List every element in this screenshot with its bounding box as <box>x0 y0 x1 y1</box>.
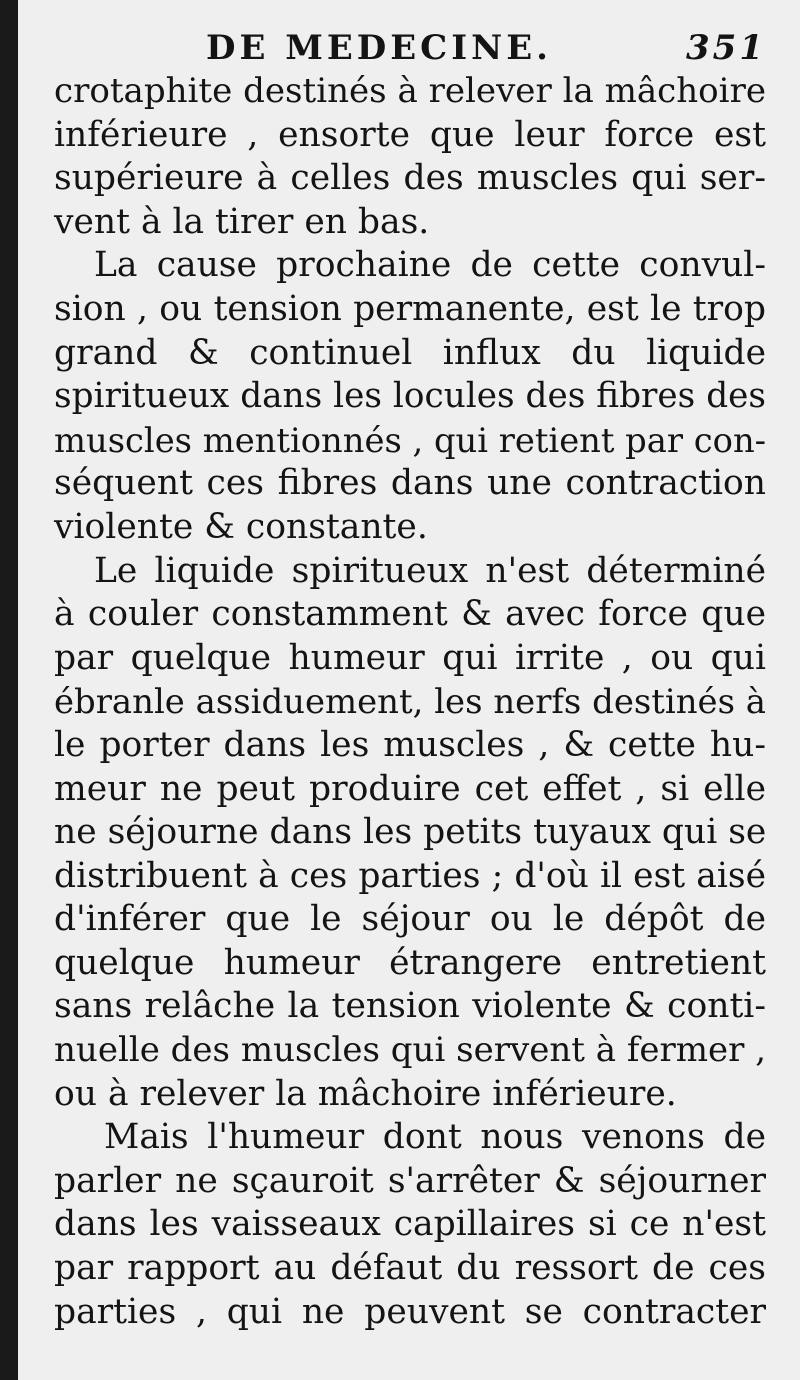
text-line: nuelle des muscles qui servent à fermer , <box>54 1030 767 1071</box>
running-head <box>54 26 766 70</box>
text-line: sion , ou tension permanente, est le trop <box>54 288 766 329</box>
text-line: grand & continuel influx du liquide <box>54 332 766 373</box>
text-line: ne séjourne dans les petits tuyaux qui se <box>54 812 767 853</box>
text-line: parties , qui ne peuvent se contracter <box>54 1291 766 1332</box>
text-line: par quelque humeur qui irrite , ou qui <box>54 637 766 678</box>
text-line: séquent ces fibres dans une contraction <box>54 463 766 504</box>
text-line: meur ne peut produire cet effet , si elle <box>54 768 766 809</box>
text-line: à couler constamment & avec force que <box>54 594 766 635</box>
paragraph-first-line: La cause prochaine de cette convul- <box>94 245 766 286</box>
text-line: vent à la tirer en bas. <box>54 201 430 242</box>
text-line: quelque humeur étrangere entretient <box>54 942 766 983</box>
text-line: muscles mentionnés , qui retient par con- <box>54 420 767 460</box>
text-line: d'inférer que le séjour ou le dépôt de <box>54 899 766 940</box>
text-line: supérieure à celles des muscles qui ser- <box>54 158 766 199</box>
paragraph-first-line: Le liquide spiritueux n'est déterminé <box>94 550 766 591</box>
text-line: ou à relever la mâchoire inférieure. <box>54 1073 677 1114</box>
text-line: le porter dans les muscles , & cette hu- <box>54 724 766 765</box>
text-line: distribuent à ces parties ; d'où il est aisé <box>54 855 766 896</box>
text-line: sans relâche la tension violente & conti- <box>54 986 766 1027</box>
text-line: crotaphite destinés à relever la mâchoire <box>54 71 766 111</box>
text-line: spiritueux dans les locules des fibres des <box>54 376 766 417</box>
paragraph-first-line: Mais l'humeur dont nous venons de <box>104 1117 766 1158</box>
body-text <box>54 70 766 1334</box>
text-line: inférieure , ensorte que leur force est <box>54 114 766 155</box>
book-page <box>18 0 800 1380</box>
text-line: par rapport au défaut du ressort de ces <box>54 1248 766 1289</box>
page-content <box>54 26 766 1334</box>
text-line: parler ne sçauroit s'arrêter & séjourner <box>54 1160 766 1201</box>
running-title: DE MEDECINE. <box>206 28 552 68</box>
page-number: 351 <box>686 28 766 68</box>
text-line: dans les vaisseaux capillaires si ce n'est <box>54 1204 766 1245</box>
text-line: violente & constante. <box>54 506 428 547</box>
text-line: ébranle assiduement, les nerfs destinés à <box>54 682 766 722</box>
